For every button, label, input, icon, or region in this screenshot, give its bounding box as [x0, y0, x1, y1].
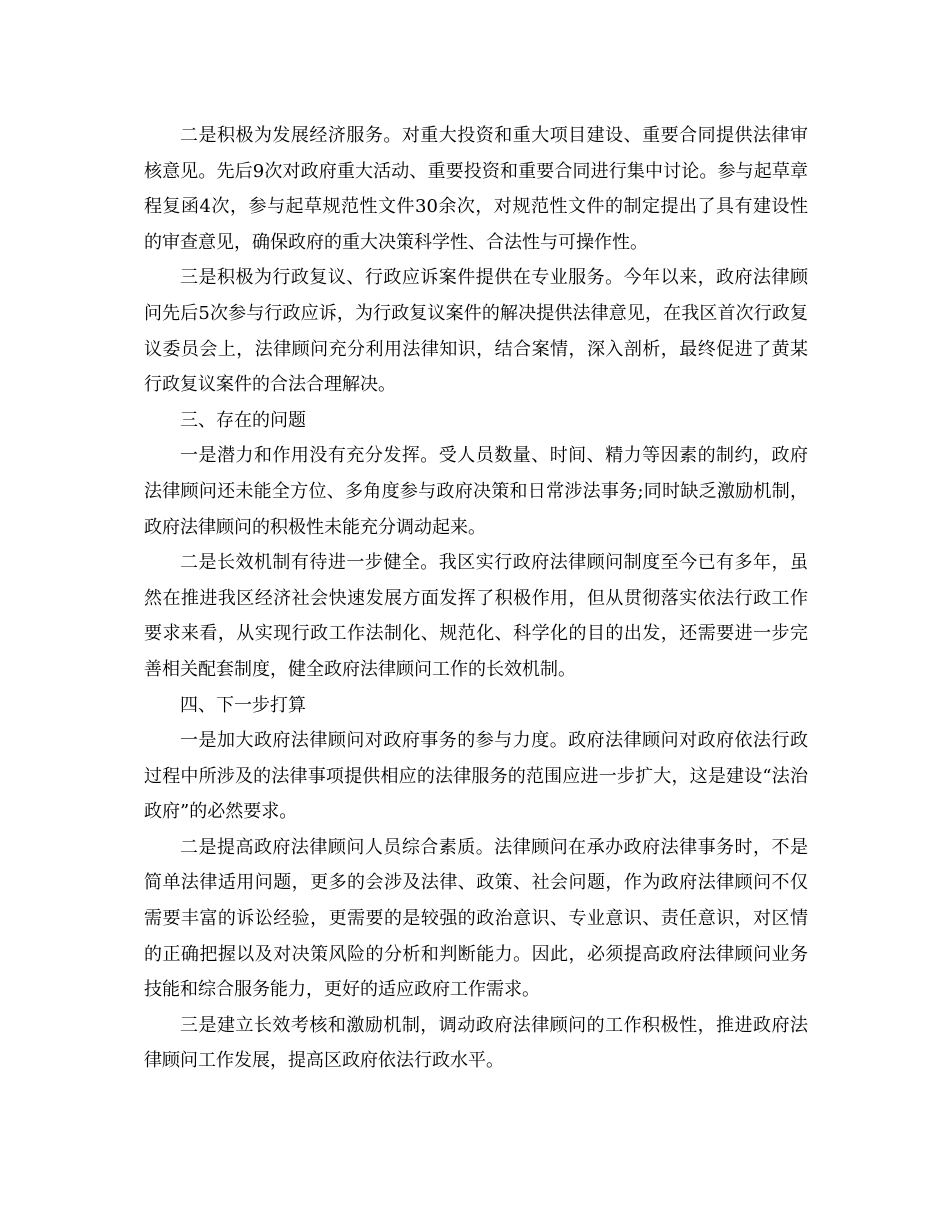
section-heading-next-steps: 四、下一步打算	[180, 694, 306, 716]
paragraph-long-term-mechanism: 二是长效机制有待进一步健全。我区实行政府法律顾问制度至今已有多年，虽然在推进我区经济社会快速发展方面发挥了积极作用，但从贯彻落实依法行政工作要求来看，从实现行政工作法制化、规范化、科学化的目的出发，还需要进一步完善相关配套制度，健全政府法律顾问工作的长效机制。	[144, 552, 808, 680]
paragraph-increase-participation: 一是加大政府法律顾问对政府事务的参与力度。政府法律顾问对政府依法行政过程中所涉及的法律事项提供相应的法律服务的范围应进一步扩大，这是建设“法治政府”的必然要求。	[144, 730, 808, 823]
paragraph-potential-not-realized: 一是潜力和作用没有充分发挥。受人员数量、时间、精力等因素的制约，政府法律顾问还未能全方位、多角度参与政府决策和日常涉法事务;同时缺乏激励机制，政府法律顾问的积极性未能充分调动起来。	[144, 445, 808, 538]
paragraph-administrative-review: 三是积极为行政复议、行政应诉案件提供在专业服务。今年以来，政府法律顾问先后5次参与行政应诉，为行政复议案件的解决提供法律意见，在我区首次行政复议委员会上，法律顾问充分利用法律知识，结合案情，深入剖析，最终促进了黄某行政复议案件的合法合理解决。	[144, 267, 808, 396]
paragraph-incentive-mechanism: 三是建立长效考核和激励机制，调动政府法律顾问的工作积极性，推进政府法律顾问工作发展，提高区政府依法行政水平。	[144, 1014, 808, 1072]
paragraph-economic-service: 二是积极为发展经济服务。对重大投资和重大项目建设、重要合同提供法律审核意见。先后9次对政府重大活动、重要投资和重要合同进行集中讨论。参与起草章程复函4次，参与起草规范性文件30余次，对规范性文件的制定提出了具有建设性的审查意见，确保政府的重大决策科学性、合法性与可操作性。	[144, 125, 808, 253]
document-body	[144, 118, 808, 1079]
section-heading-problems: 三、存在的问题	[180, 409, 306, 431]
paragraph-improve-quality: 二是提高政府法律顾问人员综合素质。法律顾问在承办政府法律事务时，不是简单法律适用问题，更多的会涉及法律、政策、社会问题，作为政府法律顾问不仅需要丰富的诉讼经验，更需要的是较强的政治意识、专业意识、责任意识，对区情的正确把握以及对决策风险的分析和判断能力。因此，必须提高政府法律顾问业务技能和综合服务能力，更好的适应政府工作需求。	[144, 836, 808, 1001]
